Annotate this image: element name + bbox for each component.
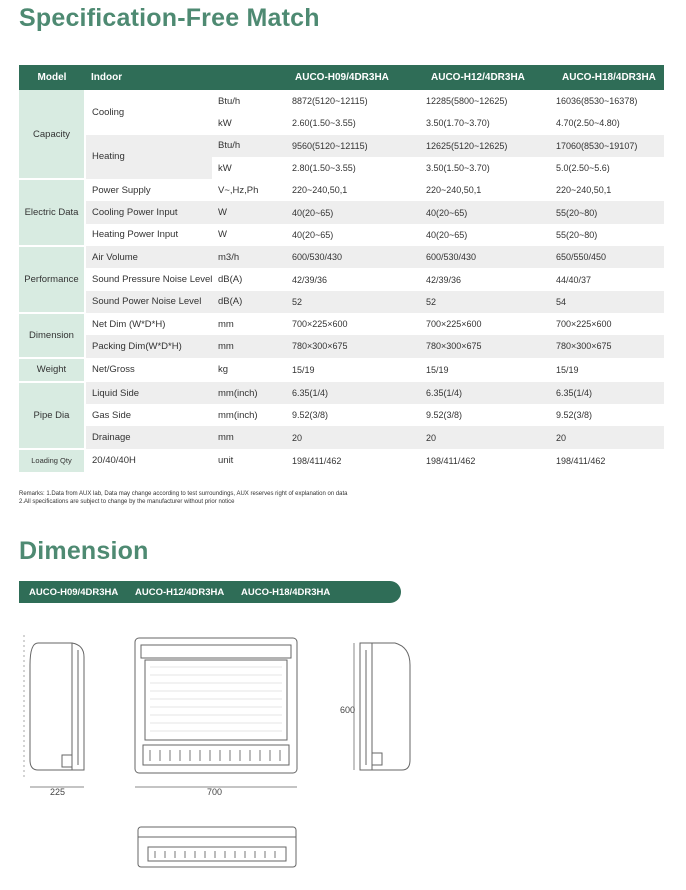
row-value: 17060(8530~19107) xyxy=(551,135,664,157)
table-row xyxy=(19,201,664,223)
row-value: 198/411/462 xyxy=(426,455,476,466)
row-value: 780×300×675 xyxy=(551,335,664,357)
row-value: 780×300×675 xyxy=(287,335,421,357)
row-unit: dB(A) xyxy=(218,274,243,286)
row-unit: unit xyxy=(218,455,234,467)
row-value: 9560(5120~12115) xyxy=(287,135,421,157)
row-value: 198/411/462 xyxy=(556,455,606,466)
banner-model-3: AUCO-H18/4DR3HA xyxy=(241,587,331,598)
width-label: 700 xyxy=(207,787,223,797)
group-performance: Performance xyxy=(19,246,85,313)
row-value: 20 xyxy=(421,426,551,448)
group-capacity: Capacity xyxy=(19,90,85,179)
row-value: 780×300×675 xyxy=(421,335,551,357)
row-value: 12285(5800~12625) xyxy=(426,96,508,107)
dimension-drawing xyxy=(0,605,686,890)
row-value: 3.50(1.70~3.70) xyxy=(426,118,490,129)
row-item: Drainage xyxy=(85,426,212,448)
row-value: 20 xyxy=(287,426,421,448)
row-item: Heating Power Input xyxy=(92,229,179,241)
row-value: 700×225×600 xyxy=(426,319,482,330)
bottom-view xyxy=(138,827,296,867)
row-value: 40(20~65) xyxy=(421,201,551,223)
row-value: 220~240,50,1 xyxy=(426,185,482,196)
table-row xyxy=(19,426,664,448)
row-item: Packing Dim(W*D*H) xyxy=(85,335,212,357)
row-value: 6.35(1/4) xyxy=(287,382,421,404)
table-row xyxy=(19,313,664,335)
table-row xyxy=(19,358,664,382)
row-item: Heating xyxy=(85,135,212,180)
row-unit: mm(inch) xyxy=(218,409,258,421)
row-value: 44/40/37 xyxy=(556,274,592,285)
row-item: Gas Side xyxy=(92,409,132,421)
group-electric: Electric Data xyxy=(19,179,85,246)
remarks xyxy=(19,490,348,506)
row-unit: Btu/h xyxy=(212,135,287,157)
row-value: 42/39/36 xyxy=(426,274,462,285)
table-row xyxy=(19,90,664,112)
row-value: 42/39/36 xyxy=(292,274,328,285)
row-value: 55(20~80) xyxy=(556,229,598,240)
header-model: Model xyxy=(19,65,85,90)
row-value: 16036(8530~16378) xyxy=(556,96,638,107)
row-unit: kW xyxy=(218,117,232,129)
table-row xyxy=(19,268,664,290)
row-unit: kW xyxy=(218,162,232,174)
row-value: 15/19 xyxy=(556,364,579,375)
remark-line-2: 2.All specifications are subject to change by the manufacturer without prior notice xyxy=(19,499,235,505)
row-value: 2.60(1.50~3.55) xyxy=(292,118,356,129)
header-model-1: AUCO-H09/4DR3HA xyxy=(287,65,421,90)
side-view-left xyxy=(24,635,84,780)
row-value: 15/19 xyxy=(292,364,315,375)
row-item: Sound Power Noise Level xyxy=(85,291,212,313)
row-value: 650/550/450 xyxy=(551,246,664,268)
row-unit: dB(A) xyxy=(212,291,287,313)
front-view xyxy=(135,638,297,773)
height-label: 600 xyxy=(340,705,356,715)
row-value: 9.52(3/8) xyxy=(556,410,593,421)
table-row xyxy=(19,335,664,357)
row-value: 55(20~80) xyxy=(551,201,664,223)
table-row xyxy=(19,179,664,201)
header-model-2: AUCO-H12/4DR3HA xyxy=(421,65,551,90)
table-row xyxy=(19,449,664,473)
row-value: 3.50(1.50~3.70) xyxy=(426,163,490,174)
row-value: 8872(5120~12115) xyxy=(292,96,368,107)
row-unit: W xyxy=(218,229,227,241)
row-unit: mm xyxy=(218,318,234,330)
row-item: Liquid Side xyxy=(85,382,212,404)
row-value: 52 xyxy=(421,291,551,313)
table-row xyxy=(19,224,664,246)
row-value: 15/19 xyxy=(426,364,449,375)
row-value: 600/530/430 xyxy=(287,246,421,268)
row-value: 40(20~65) xyxy=(292,229,334,240)
row-value: 6.35(1/4) xyxy=(551,382,664,404)
table-header-row xyxy=(19,65,664,90)
row-value: 700×225×600 xyxy=(292,319,348,330)
row-unit: mm xyxy=(212,335,287,357)
row-value: 220~240,50,1 xyxy=(292,185,348,196)
row-item: Air Volume xyxy=(85,246,212,268)
row-unit: W xyxy=(212,201,287,223)
table-row xyxy=(19,382,664,404)
row-value: 40(20~65) xyxy=(426,229,468,240)
banner-model-1: AUCO-H09/4DR3HA xyxy=(29,587,119,598)
remark-line-1: Remarks: 1.Data from AUX lab, Data may change according to test surroundings, AUX reserves right of explanation on data xyxy=(19,491,348,497)
table-row xyxy=(19,135,664,157)
row-value: 52 xyxy=(287,291,421,313)
row-value: 9.52(3/8) xyxy=(292,410,329,421)
row-unit: Btu/h xyxy=(218,95,241,107)
row-value: 54 xyxy=(551,291,664,313)
table-row xyxy=(19,291,664,313)
row-unit: V~,Hz,Ph xyxy=(218,184,259,196)
group-pipe: Pipe Dia xyxy=(19,382,85,449)
table-row xyxy=(19,246,664,268)
depth-label: 225 xyxy=(50,787,66,797)
row-item: Cooling Power Input xyxy=(85,201,212,223)
model-banner xyxy=(19,581,401,603)
row-value: 6.35(1/4) xyxy=(421,382,551,404)
row-item: 20/40/40H xyxy=(92,455,136,467)
row-item: Power Supply xyxy=(92,184,151,196)
side-view-right xyxy=(360,643,410,770)
row-value: 9.52(3/8) xyxy=(426,410,463,421)
row-unit: mm(inch) xyxy=(212,382,287,404)
dimension-title: Dimension xyxy=(19,537,149,565)
row-value: 12625(5120~12625) xyxy=(421,135,551,157)
row-value: 2.80(1.50~3.55) xyxy=(292,163,356,174)
row-unit: kg xyxy=(218,364,229,376)
row-value: 700×225×600 xyxy=(556,319,612,330)
row-item: Net Dim (W*D*H) xyxy=(92,318,166,330)
row-value: 600/530/430 xyxy=(421,246,551,268)
row-value: 220~240,50,1 xyxy=(556,185,612,196)
table-row xyxy=(19,404,664,426)
row-unit: mm xyxy=(212,426,287,448)
row-item: Sound Pressure Noise Level xyxy=(92,274,212,286)
header-indoor: Indoor xyxy=(85,65,212,90)
row-value: 198/411/462 xyxy=(292,455,342,466)
header-model-3: AUCO-H18/4DR3HA xyxy=(551,65,664,90)
spec-title: Specification-Free Match xyxy=(19,4,320,32)
row-value: 5.0(2.50~5.6) xyxy=(556,163,610,174)
row-item: Cooling xyxy=(92,106,125,118)
row-item: Net/Gross xyxy=(92,364,135,376)
row-unit: m3/h xyxy=(212,246,287,268)
group-weight: Weight xyxy=(19,358,85,382)
group-loading: Loading Qty xyxy=(19,449,85,473)
row-value: 4.70(2.50~4.80) xyxy=(556,118,620,129)
row-value: 40(20~65) xyxy=(287,201,421,223)
banner-model-2: AUCO-H12/4DR3HA xyxy=(135,587,225,598)
group-dimension: Dimension xyxy=(19,313,85,358)
row-value: 20 xyxy=(551,426,664,448)
spec-table xyxy=(19,65,664,474)
